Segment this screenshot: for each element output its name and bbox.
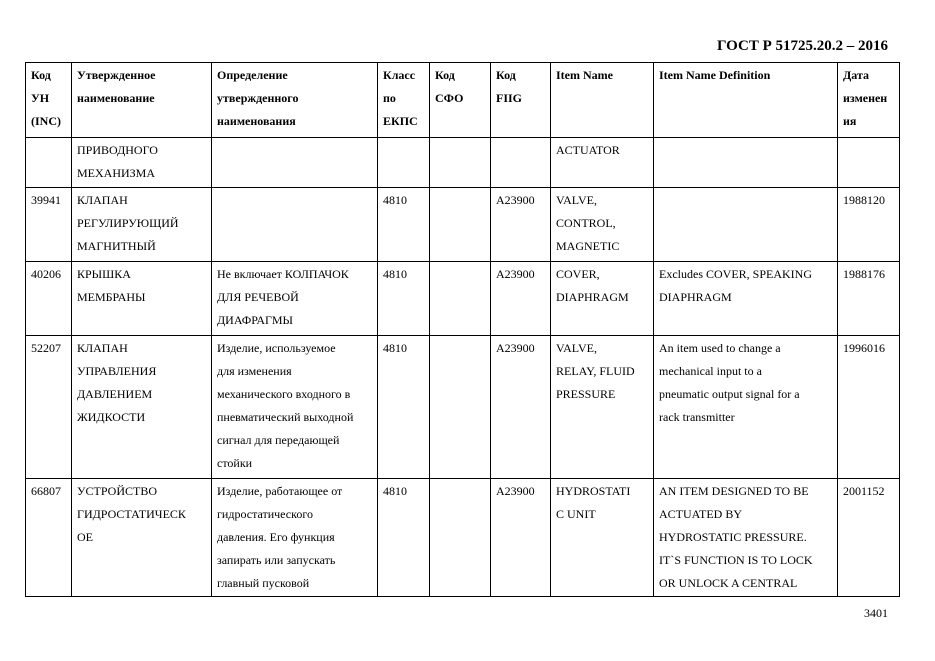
cell-item-name: VALVE, CONTROL, MAGNETIC [551, 188, 654, 262]
cell-definition [212, 138, 378, 188]
cell-date [838, 138, 900, 188]
cell-class [378, 138, 430, 188]
cell-inc: 40206 [26, 262, 72, 336]
cell-inc [26, 138, 72, 188]
cell-inc: 52207 [26, 336, 72, 479]
cell-class: 4810 [378, 262, 430, 336]
header-fiig: Код FIIG [491, 63, 551, 138]
cell-approved-name: КЛАПАН РЕГУЛИРУЮЩИЙ МАГНИТНЫЙ [72, 188, 212, 262]
cell-item-name: HYDROSTATI C UNIT [551, 479, 654, 597]
cell-date: 1988120 [838, 188, 900, 262]
header-definition: Определение утвержденного наименования [212, 63, 378, 138]
cell-item-name: COVER, DIAPHRAGM [551, 262, 654, 336]
cell-item-definition: Excludes COVER, SPEAKING DIAPHRAGM [654, 262, 838, 336]
cell-date: 1996016 [838, 336, 900, 479]
cell-sfo [430, 262, 491, 336]
cell-approved-name: КРЫШКА МЕМБРАНЫ [72, 262, 212, 336]
cell-approved-name: ПРИВОДНОГО МЕХАНИЗМА [72, 138, 212, 188]
table-row [26, 262, 900, 336]
cell-definition: Не включает КОЛПАЧОК ДЛЯ РЕЧЕВОЙ ДИАФРАГМЫ [212, 262, 378, 336]
cell-definition: Изделие, работающее от гидростатического давления. Его функция запирать или запускать главный пусковой [212, 479, 378, 597]
header-class: Класс по ЕКПС [378, 63, 430, 138]
header-sfo: Код СФО [430, 63, 491, 138]
cell-approved-name: КЛАПАН УПРАВЛЕНИЯ ДАВЛЕНИЕМ ЖИДКОСТИ [72, 336, 212, 479]
cell-class: 4810 [378, 336, 430, 479]
header-item-definition: Item Name Definition [654, 63, 838, 138]
cell-fiig: A23900 [491, 336, 551, 479]
cell-class: 4810 [378, 479, 430, 597]
cell-definition [212, 188, 378, 262]
cell-item-name: ACTUATOR [551, 138, 654, 188]
cell-item-definition [654, 138, 838, 188]
header-date: Дата изменен ия [838, 63, 900, 138]
document-title: ГОСТ Р 51725.20.2 – 2016 [716, 38, 888, 54]
header-approved-name: Утвержденное наименование [72, 63, 212, 138]
table-header-row [26, 63, 900, 138]
cell-item-definition [654, 188, 838, 262]
cell-inc: 39941 [26, 188, 72, 262]
cell-item-definition: AN ITEM DESIGNED TO BE ACTUATED BY HYDROSTATIC PRESSURE. IT`S FUNCTION IS TO LOCK OR UNLOCK A CENTRAL [654, 479, 838, 597]
table-row [26, 336, 900, 479]
cell-sfo [430, 479, 491, 597]
cell-date: 2001152 [838, 479, 900, 597]
cell-date: 1988176 [838, 262, 900, 336]
cell-sfo [430, 138, 491, 188]
catalog-table [25, 62, 900, 597]
cell-fiig: A23900 [491, 262, 551, 336]
cell-inc: 66807 [26, 479, 72, 597]
cell-sfo [430, 336, 491, 479]
table-row [26, 138, 900, 188]
cell-sfo [430, 188, 491, 262]
cell-item-name: VALVE, RELAY, FLUID PRESSURE [551, 336, 654, 479]
table-row [26, 188, 900, 262]
header-inc: Код УН (INC) [26, 63, 72, 138]
header-item-name: Item Name [551, 63, 654, 138]
cell-fiig [491, 138, 551, 188]
cell-approved-name: УСТРОЙСТВО ГИДРОСТАТИЧЕСК ОЕ [72, 479, 212, 597]
page-number: 3401 [864, 606, 888, 620]
cell-class: 4810 [378, 188, 430, 262]
cell-fiig: A23900 [491, 188, 551, 262]
cell-item-definition: An item used to change a mechanical input to a pneumatic output signal for a rack transmitter [654, 336, 838, 479]
table-row [26, 479, 900, 597]
cell-fiig: A23900 [491, 479, 551, 597]
cell-definition: Изделие, используемое для изменения механического входного в пневматический выходной сигнал для передающей стойки [212, 336, 378, 479]
